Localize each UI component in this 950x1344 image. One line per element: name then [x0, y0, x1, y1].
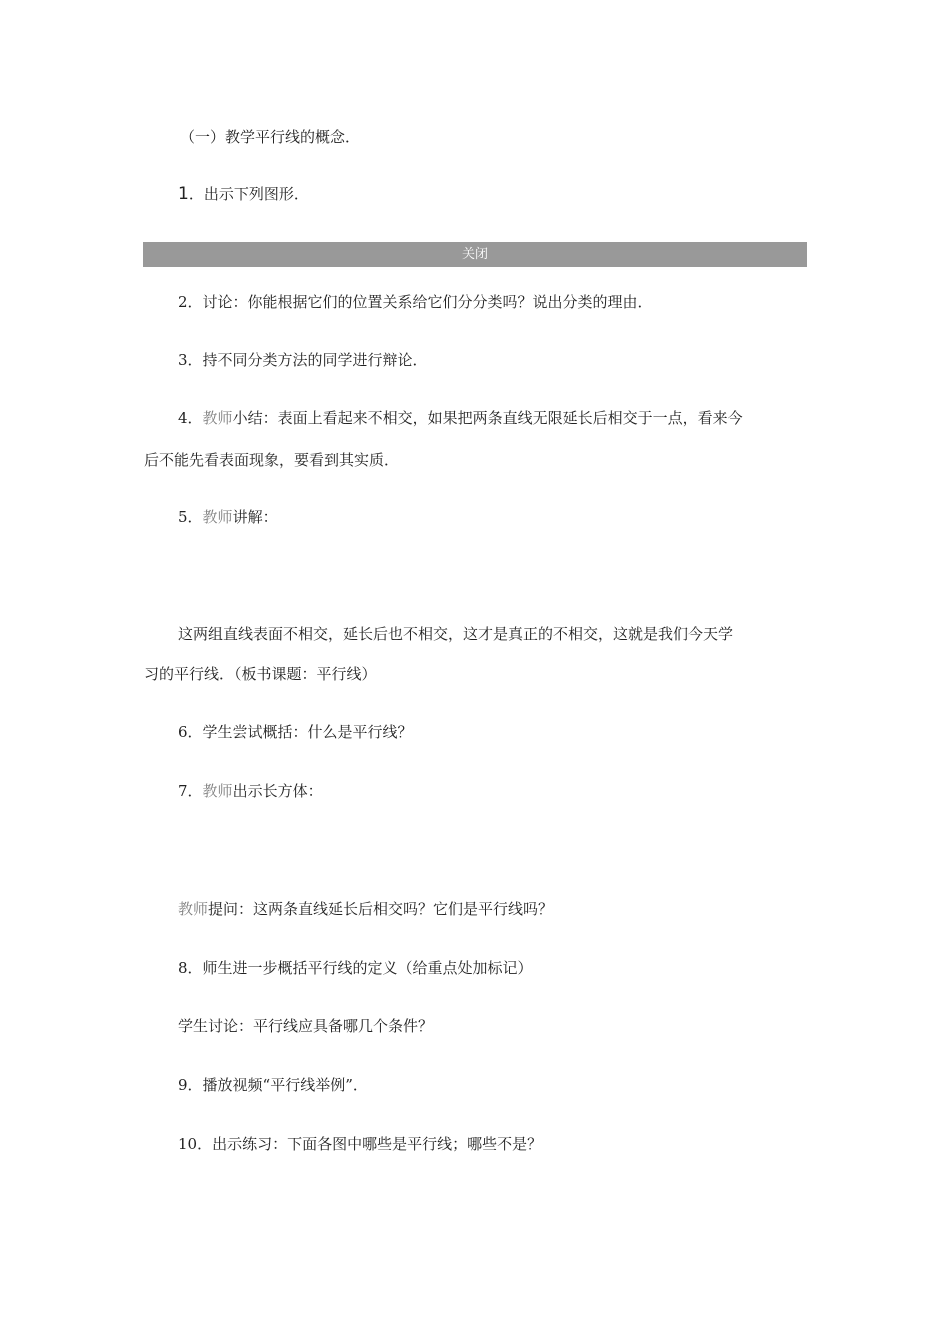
item-2: 2．讨论：你能根据它们的位置关系给它们分分类吗？说出分类的理由．	[178, 293, 653, 311]
item-4-text: 小结：表面上看起来不相交，如果把两条直线无限延长后相交于一点，看来今	[232, 409, 743, 427]
item-4-continuation: 后不能先看表面现象，要看到其实质．	[144, 451, 400, 469]
item-4-number: 4．	[178, 409, 203, 427]
teacher-link[interactable]: 教师	[202, 409, 233, 427]
teacher-question-text: 提问：这两条直线延长后相交吗？它们是平行线吗？	[208, 900, 554, 918]
item-7	[178, 781, 323, 801]
parallel-paragraph-line-1: 这两组直线表面不相交，延长后也不相交，这才是真正的不相交，这就是我们今天学	[178, 625, 734, 643]
item-8: 8．师生进一步概括平行线的定义（给重点处加标记）	[178, 959, 533, 977]
item-1-text: ．出示下列图形．	[188, 185, 309, 203]
item-9: 9．播放视频“平行线举例”．	[178, 1076, 368, 1094]
parallel-paragraph-line-2: 习的平行线．（板书课题：平行线）	[144, 665, 377, 683]
item-7-number: 7．	[178, 782, 203, 800]
item-10: 10．出示练习：下面各图中哪些是平行线；哪些不是？	[178, 1135, 543, 1153]
item-5-text: 讲解：	[232, 508, 278, 526]
item-5-number: 5．	[178, 508, 203, 526]
item-3: 3．持不同分类方法的同学进行辩论．	[178, 351, 428, 369]
section-heading: （一）教学平行线的概念．	[180, 128, 361, 146]
item-4	[178, 408, 743, 428]
teacher-link[interactable]: 教师	[178, 900, 209, 918]
item-1-number: 1	[178, 184, 189, 204]
close-button[interactable]: 关闭	[143, 242, 807, 267]
item-5	[178, 507, 278, 527]
teacher-question	[178, 899, 553, 919]
student-discussion: 学生讨论：平行线应具备哪几个条件？	[178, 1017, 434, 1035]
item-1	[178, 184, 309, 204]
item-7-text: 出示长方体：	[232, 782, 323, 800]
teacher-link[interactable]: 教师	[202, 782, 233, 800]
item-6: 6．学生尝试概括：什么是平行线？	[178, 723, 413, 741]
teacher-link[interactable]: 教师	[202, 508, 233, 526]
